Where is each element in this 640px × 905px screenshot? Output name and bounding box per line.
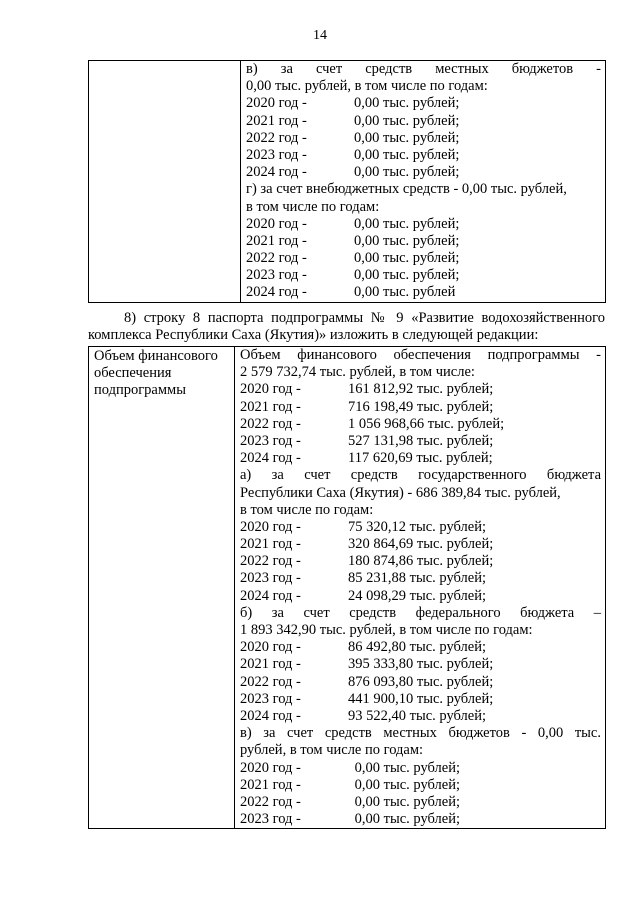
year-label: 2020 год -: [240, 381, 301, 398]
year-label: 2023 год -: [240, 570, 301, 587]
year-row: [240, 570, 601, 587]
year-row: [246, 233, 601, 250]
year-row: [240, 588, 601, 605]
year-label: 2021 год -: [240, 536, 301, 553]
amendment-line-1: 8) строку 8 паспорта подпрограммы № 9 «Развитие водохозяйственного: [124, 310, 605, 326]
year-row: [240, 536, 601, 553]
year-label: 2020 год -: [240, 639, 301, 656]
year-row: [240, 708, 601, 725]
funding-table-continued: [88, 60, 606, 303]
funding-details-cell: [235, 347, 606, 829]
year-amount: 180 874,86 тыс. рублей;: [348, 553, 494, 570]
state-budget-line-3: в том числе по годам:: [240, 501, 374, 518]
year-label: 2022 год -: [240, 415, 301, 432]
year-amount: 0,00 тыс. рублей;: [354, 95, 460, 112]
year-row: [240, 553, 601, 570]
year-amount: 0,00 тыс. рублей;: [354, 129, 460, 146]
year-amount: 117 620,69 тыс. рублей;: [348, 450, 493, 467]
year-amount: 876 093,80 тыс. рублей;: [348, 673, 494, 690]
year-label: 2022 год -: [246, 129, 307, 146]
year-row: [240, 433, 601, 450]
local-budget-header: в) за счет средств местных бюджетов -: [246, 61, 601, 77]
year-amount: 0,00 тыс. рублей;: [354, 759, 460, 776]
year-row: [246, 250, 601, 267]
funding-details-cell: [241, 61, 606, 303]
year-amount: 527 131,98 тыс. рублей;: [348, 432, 494, 449]
total-years: [240, 381, 601, 467]
year-row: [240, 656, 601, 673]
year-label: 2022 год -: [246, 250, 307, 267]
year-label: 2021 год -: [246, 112, 307, 129]
year-row: [246, 130, 601, 147]
state-budget-line-2: Республики Саха (Якутия) - 686 389,84 тыс. рублей,: [240, 484, 561, 501]
year-label: 2022 год -: [240, 553, 301, 570]
extrabudget-years: [246, 216, 601, 302]
year-row: [246, 216, 601, 233]
year-label: 2020 год -: [240, 759, 301, 776]
year-row: [240, 639, 601, 656]
funding-table: [88, 346, 606, 829]
year-row: [240, 811, 601, 828]
year-row: [240, 691, 601, 708]
year-row: [240, 399, 601, 416]
local-budget-line-2: рублей, в том числе по годам:: [240, 742, 424, 759]
amendment-line-2: комплекса Республики Саха (Якутия)» изложить в следующей редакции:: [88, 327, 539, 344]
year-row: [246, 95, 601, 112]
year-label: 2023 год -: [246, 267, 307, 284]
year-label: 2020 год -: [246, 95, 307, 112]
year-label: 2022 год -: [240, 793, 301, 810]
year-label: 2021 год -: [246, 232, 307, 249]
year-amount: 716 198,49 тыс. рублей;: [348, 398, 494, 415]
year-amount: 0,00 тыс. рублей;: [354, 793, 460, 810]
year-row: [246, 267, 601, 284]
local-budget-years: [246, 95, 601, 181]
year-amount: 0,00 тыс. рублей;: [354, 267, 460, 284]
year-row: [246, 113, 601, 130]
year-amount: 93 522,40 тыс. рублей;: [348, 707, 486, 724]
year-row: [240, 450, 601, 467]
total-line-2: 2 579 732,74 тыс. рублей, в том числе:: [240, 364, 475, 381]
year-amount: 85 231,88 тыс. рублей;: [348, 570, 486, 587]
amendment-paragraph: [88, 310, 605, 344]
year-row: [240, 777, 601, 794]
year-amount: 75 320,12 тыс. рублей;: [348, 518, 486, 535]
page-number: 14: [313, 28, 327, 43]
year-label: 2024 год -: [246, 284, 307, 301]
federal-budget-line-2: 1 893 342,90 тыс. рублей, в том числе по годам:: [240, 622, 533, 638]
year-label: 2024 год -: [240, 707, 301, 724]
year-amount: 86 492,80 тыс. рублей;: [348, 639, 486, 656]
year-amount: 0,00 тыс. рублей;: [354, 112, 460, 129]
year-amount: 24 098,29 тыс. рублей;: [348, 587, 486, 604]
year-label: 2020 год -: [240, 518, 301, 535]
year-amount: 441 900,10 тыс. рублей;: [348, 690, 494, 707]
year-row: [240, 416, 601, 433]
year-amount: 0,00 тыс. рублей;: [354, 232, 460, 249]
year-label: 2023 год -: [240, 690, 301, 707]
year-amount: 0,00 тыс. рублей;: [354, 146, 460, 163]
local-budget-years: [240, 760, 601, 829]
year-row: [240, 519, 601, 536]
year-amount: 0,00 тыс. рублей;: [354, 250, 460, 267]
year-label: 2023 год -: [246, 146, 307, 163]
year-label: 2021 год -: [240, 656, 301, 673]
year-row: [240, 760, 601, 777]
year-amount: 0,00 тыс. рублей: [354, 284, 456, 301]
federal-budget-line-1: б) за счет средств федерального бюджета –: [240, 604, 601, 621]
funding-label: Объем финансового обеспечения подпрограммы: [94, 348, 218, 399]
year-amount: 395 333,80 тыс. рублей;: [348, 656, 494, 673]
year-amount: 0,00 тыс. рублей;: [354, 776, 460, 793]
year-label: 2021 год -: [240, 776, 301, 793]
local-budget-line-1: в) за счет средств местных бюджетов - 0,00 тыс.: [240, 725, 601, 742]
year-amount: 0,00 тыс. рублей;: [354, 811, 460, 828]
label-cell-empty: [89, 61, 241, 303]
year-amount: 1 056 968,66 тыс. рублей;: [348, 415, 505, 432]
year-label: 2020 год -: [246, 215, 307, 232]
year-label: 2024 год -: [246, 164, 307, 181]
year-label: 2023 год -: [240, 432, 301, 449]
label-cell: [89, 347, 235, 829]
federal-budget-years: [240, 639, 601, 725]
year-amount: 320 864,69 тыс. рублей;: [348, 536, 494, 553]
year-amount: 0,00 тыс. рублей;: [354, 215, 460, 232]
year-row: [240, 381, 601, 398]
total-line-1: Объем финансового обеспечения подпрограммы -: [240, 347, 601, 363]
year-label: 2024 год -: [240, 587, 301, 604]
year-row: [246, 147, 601, 164]
year-row: [240, 674, 601, 691]
year-amount: 161 812,92 тыс. рублей;: [348, 381, 494, 398]
year-row: [246, 284, 601, 301]
extrabudget-total: в том числе по годам:: [246, 198, 380, 215]
state-budget-line-1: а) за счет средств государственного бюджета: [240, 467, 601, 484]
year-label: 2023 год -: [240, 811, 301, 828]
year-row: [246, 164, 601, 181]
year-row: [240, 794, 601, 811]
extrabudget-header: г) за счет внебюджетных средств - 0,00 тыс. рублей,: [246, 181, 567, 198]
year-label: 2021 год -: [240, 398, 301, 415]
local-budget-total: 0,00 тыс. рублей, в том числе по годам:: [246, 78, 488, 95]
state-budget-years: [240, 519, 601, 605]
year-label: 2022 год -: [240, 673, 301, 690]
year-label: 2024 год -: [240, 450, 301, 467]
year-amount: 0,00 тыс. рублей;: [354, 164, 460, 181]
